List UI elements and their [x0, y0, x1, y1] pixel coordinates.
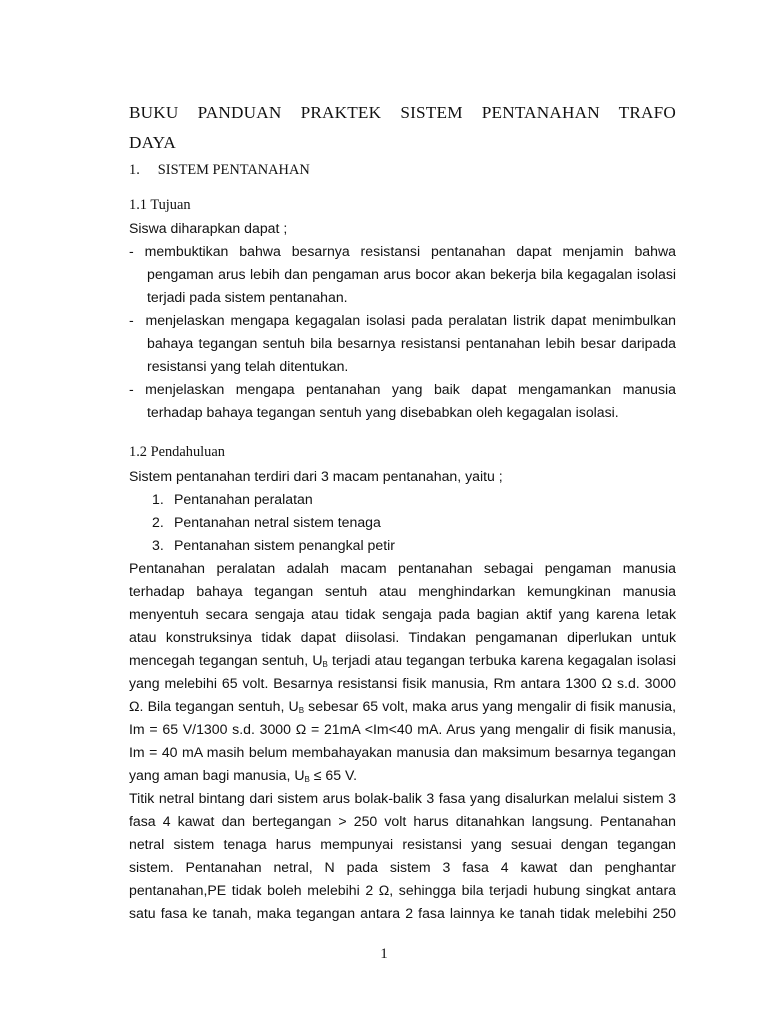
paragraph-line: Im = 40 mA masih belum membahayakan manusia dan maksimum besarnya tegangan [129, 744, 676, 760]
paragraph-line: atau konstruksinya tidak dapat diisolasi. Tindakan pengamanan diperlukan untuk [129, 629, 676, 645]
text-run: yang aman bagi manusia, U [129, 767, 305, 783]
paragraph-line [129, 650, 676, 675]
paragraph-line: fasa 4 kawat dan bertegangan > 250 volt harus ditanahkan langsung. Pentanahan [129, 813, 676, 829]
paragraph-line: yang melebihi 65 volt. Besarnya resistansi fisik manusia, Rm antara 1300 Ω s.d. 3000 [129, 675, 676, 691]
subsection-heading-1-2: 1.2 Pendahuluan [129, 444, 225, 460]
paragraph-line: terhadap bahaya tegangan sentuh atau menghindarkan kemungkinan manusia [129, 583, 676, 599]
paragraph-line [129, 765, 676, 790]
paragraph-line: menyentuh secara sengaja atau tidak sengaja pada bagian aktif yang karena letak [129, 606, 676, 622]
list-item [152, 489, 676, 509]
bullet-line: resistansi yang telah ditentukan. [147, 358, 349, 374]
subscript: B [322, 660, 328, 669]
document-title-line-2: DAYA [129, 133, 176, 152]
list-item [152, 535, 676, 555]
paragraph-line: pentanahan,PE tidak boleh melebihi 2 Ω, sehingga bila terjadi hubung singkat antara [129, 882, 676, 898]
paragraph-line: Siswa diharapkan dapat ; [129, 220, 288, 236]
list-item-text: Pentanahan netral sistem tenaga [174, 514, 381, 530]
subscript: B [304, 775, 310, 784]
paragraph-line [129, 696, 676, 721]
paragraph-line: Im = 65 V/1300 s.d. 3000 Ω = 21mA <Im<40 mA. Arus yang mengalir di fisik manusia, [129, 721, 676, 737]
list-item-number: 1. [152, 491, 164, 507]
paragraph-line: sistem. Pentanahan netral, N pada sistem 3 fasa 4 kawat dan penghantar [129, 859, 676, 875]
paragraph-line: Titik netral bintang dari sistem arus bolak-balik 3 fasa yang disalurkan melalui sistem 3 [129, 790, 676, 806]
bullet-line: terhadap bahaya tegangan sentuh yang disebabkan oleh kegagalan isolasi. [147, 404, 619, 420]
text-run: ≤ 65 V. [309, 767, 358, 783]
page-number: 1 [380, 946, 388, 962]
list-item [152, 512, 676, 532]
bullet-line: pengaman arus lebih dan pengaman arus bocor akan bekerja bila kegagalan isolasi [147, 266, 676, 282]
bullet-line: - membuktikan bahwa besarnya resistansi pentanahan dapat menjamin bahwa [129, 243, 676, 259]
bullet-line: - menjelaskan mengapa pentanahan yang baik dapat mengamankan manusia [129, 381, 676, 397]
list-item-text: Pentanahan peralatan [174, 491, 313, 507]
document-title-line-1: BUKU PANDUAN PRAKTEK SISTEM PENTANAHAN TRAFO [129, 103, 676, 122]
paragraph-line: satu fasa ke tanah, maka tegangan antara 2 fasa lainnya ke tanah tidak melebihi 250 [129, 905, 676, 921]
bullet-line: terjadi pada sistem pentanahan. [147, 289, 348, 305]
text-run: mencegah tegangan sentuh, U [129, 652, 323, 668]
bullet-line: - menjelaskan mengapa kegagalan isolasi pada peralatan listrik dapat menimbulkan [129, 312, 676, 328]
bullet-line: bahaya tegangan sentuh bila besarnya resistansi pentanahan lebih besar daripada [147, 335, 676, 351]
list-item-number: 3. [152, 537, 164, 553]
section-heading-1: 1. SISTEM PENTANAHAN [129, 162, 310, 178]
list-item-number: 2. [152, 514, 164, 530]
paragraph-line: netral sistem tenaga harus mempunyai resistansi yang sesuai dengan tegangan [129, 836, 676, 852]
text-run: Ω. Bila tegangan sentuh, U [129, 698, 299, 714]
subscript: B [298, 706, 305, 715]
list-item-text: Pentanahan sistem penangkal petir [174, 537, 395, 553]
text-run: terjadi atau tegangan terbuka karena kegagalan isolasi [327, 652, 676, 668]
text-run: sebesar 65 volt, maka arus yang mengalir di fisik manusia, [304, 698, 676, 714]
paragraph-line: Sistem pentanahan terdiri dari 3 macam pentanahan, yaitu ; [129, 468, 503, 484]
paragraph-line: Pentanahan peralatan adalah macam pentanahan sebagai pengaman manusia [129, 560, 676, 576]
subsection-heading-1-1: 1.1 Tujuan [129, 197, 191, 213]
